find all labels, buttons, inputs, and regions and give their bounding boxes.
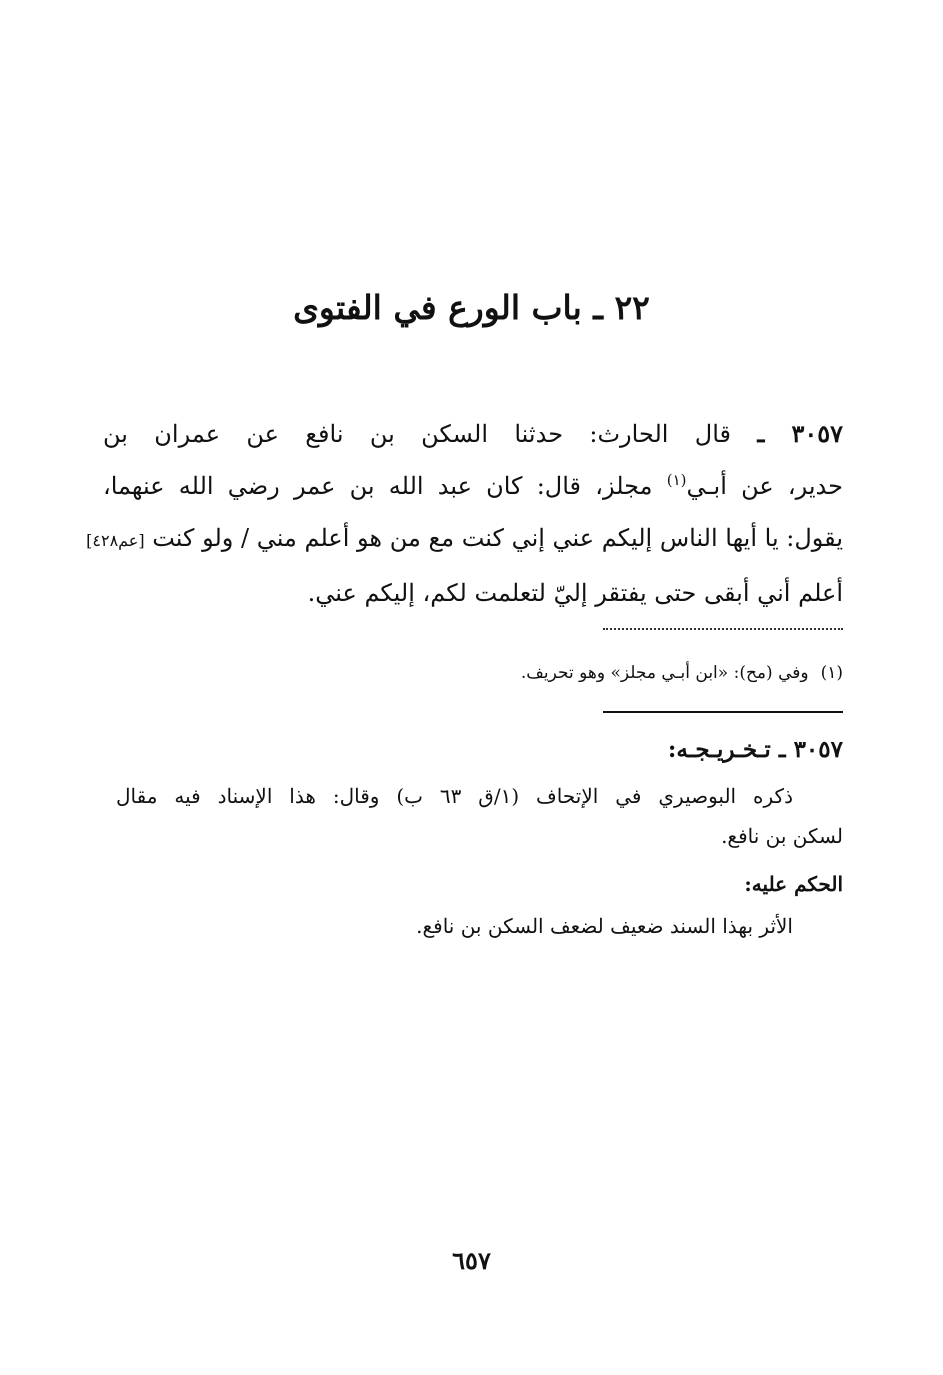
hadith-number: ٣٠٥٧ ـ (757, 419, 843, 448)
takhrij-line-1: ذكره البوصيري في الإتحاف (١/ق ٦٣ ب) وقال: هذا الإسناد فيه مقال (116, 784, 793, 808)
hadith-line-2-before: حدير، عن أبـي (686, 472, 843, 500)
page-number: ٦٥٧ (452, 1246, 491, 1275)
footnote-number: (١) (820, 663, 843, 683)
footnote-reference: (١) (666, 471, 687, 489)
footnote-text: وفي (مح): «ابن أبـي مجلز» وهو تحريف. (520, 663, 809, 683)
footnote-separator-dotted (603, 628, 843, 630)
hadith-line-2 (103, 460, 843, 512)
hadith-line-1-text: قال الحارث: حدثنا السكن بن نافع عن عمران بن (103, 420, 731, 448)
takhrij-heading: ٣٠٥٧ ـ تـخـريـجـه: (667, 736, 843, 763)
hadith-line-3-text: يقول: يا أيها الناس إليكم عني إني كنت مع من هو أعلم مني / ولو كنت (152, 524, 843, 552)
hadith-line-1 (103, 408, 843, 460)
footnote (103, 658, 843, 688)
takhrij-line-2: لسكن بن نافع. (721, 824, 843, 848)
hadith-line-2-after: مجلز، قال: كان عبد الله بن عمر رضي الله عنهما، (103, 472, 653, 500)
section-separator (603, 711, 843, 713)
manuscript-page-mark: [عم٤٢٨] (86, 531, 145, 550)
takhrij-paragraph (116, 776, 843, 856)
ruling-heading: الحكم عليه: (744, 872, 843, 896)
ruling-text: الأثر بهذا السند ضعيف لضعف السكن بن نافع. (416, 914, 793, 938)
chapter-title: ٢٢ ـ باب الورع في الفتوى (293, 288, 650, 327)
hadith-line-3 (86, 512, 843, 567)
hadith-line-4: أعلم أني أبقى حتى يفتقر إليّ لتعلمت لكم، إليكم عني. (307, 579, 843, 607)
hadith-paragraph (86, 408, 843, 619)
